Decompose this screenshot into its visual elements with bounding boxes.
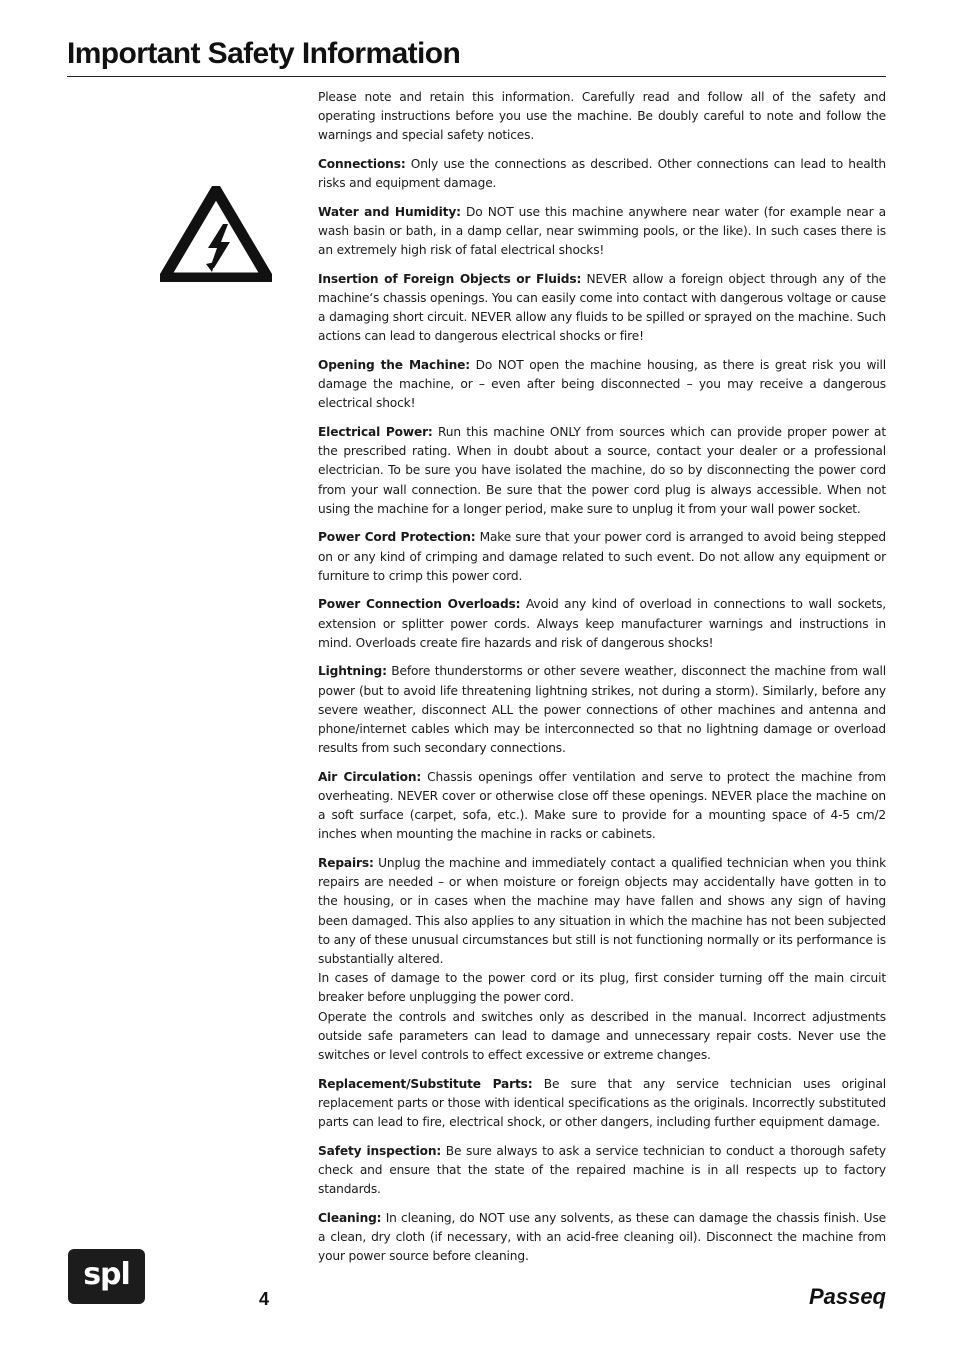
safety-section: [318, 854, 886, 1065]
section-heading: Replacement/Substitute Parts:: [318, 1076, 533, 1091]
section-heading: Power Connection Overloads:: [318, 597, 521, 612]
section-text: Be sure that any service technician uses original replacement parts or those with identical specifications as the originals. Incorrectly substituted parts can lead to fire, electrical shock, or other dangers, including further equipment damage.: [318, 1076, 887, 1130]
section-heading: Cleaning:: [318, 1210, 382, 1225]
safety-section: [318, 88, 886, 146]
title-divider: [67, 76, 886, 77]
section-heading: Electrical Power:: [318, 425, 433, 439]
section-paragraph: [318, 528, 886, 586]
section-text: Chassis openings offer ventilation and serve to protect the machine from overheating. NEVER cover or otherwise close off these openings. NEVER place the machine on a soft surface (carpet, sofa, etc.). Make sure to provide for a mounting space of 4-5 cm/2 inches when mounting the machine in racks or cabinets.: [318, 769, 887, 842]
section-text: Make sure that your power cord is arranged to avoid being stepped on or any kind of crimping and damage related to such event. Do not allow any equipment or furniture to crimp this power cord.: [318, 530, 886, 583]
section-text: Unplug the machine and immediately contact a qualified technician when you think repairs are needed – or when moisture or foreign objects may accidentally have gotten in to the housing, or in cases when the machine may have fallen and shows any sign of having been damaged. This also applies to any situation in which the machine has not been subjected to any of these unusual circumstances but still is not functioning normally or its performance is substantially altered.: [318, 856, 886, 967]
section-text: In cleaning, do NOT use any solvents, as these can damage the chassis finish. Use a clean, dry cloth (if necessary, with an acid-free cleaning oil). Disconnect the machine from your power source before cleaning.: [318, 1210, 887, 1264]
section-text: Avoid any kind of overload in connections to wall sockets, extension or splitter power cords. Always keep manufacturer warnings and instructions in mind. Overloads create fire hazards and risk of dangerous shocks!: [318, 597, 886, 650]
section-heading: Repairs:: [318, 856, 374, 871]
section-heading: Insertion of Foreign Objects or Fluids:: [318, 271, 582, 286]
safety-section: [318, 1075, 886, 1133]
safety-section: [318, 662, 886, 758]
section-text: Run this machine ONLY from sources which can provide proper power at the prescribed rating. When in doubt about a source, contact your dealer or a professional electrician. To be sure you have isolated the machine, do so by disconnecting the power cord from your wall connection. Be sure that the power cord plug is always accessible. When not using the machine for a longer period, make sure to unplug it from your wall power socket.: [318, 425, 886, 516]
safety-section: [318, 1209, 886, 1267]
safety-section: [318, 1142, 886, 1200]
section-paragraph: [318, 595, 886, 653]
safety-section: [318, 423, 886, 519]
section-text: Only use the connections as described. Other connections can lead to health risks and equipment damage.: [318, 157, 886, 191]
page-title: Important Safety Information: [67, 37, 461, 70]
section-heading: Opening the Machine:: [318, 358, 470, 372]
section-heading: Air Circulation:: [318, 769, 422, 784]
section-text: In cases of damage to the power cord or its plug, first consider turning off the main circuit breaker before unplugging the power cord.: [318, 971, 886, 1005]
section-text: Be sure always to ask a service technician to conduct a thorough safety check and ensure that the state of the repaired machine is in all respects up to factory standards.: [318, 1143, 886, 1197]
section-text: Operate the controls and switches only as described in the manual. Incorrect adjustments outside safe parameters can lead to damage and unnecessary repair costs. Never use the switches or level controls to effect excessive or extreme changes.: [318, 1009, 886, 1063]
safety-section: [318, 270, 886, 347]
section-heading: Connections:: [318, 157, 406, 171]
product-name: Passeq: [808, 1284, 886, 1309]
section-paragraph: [318, 1142, 886, 1200]
section-text: Do NOT open the machine housing, as there is great risk you will damage the machine, or – even after being disconnected – you may receive a dangerous electrical shock!: [318, 358, 886, 411]
logo-text: spl: [83, 1256, 130, 1292]
section-paragraph: [318, 155, 886, 193]
section-text: Do NOT use this machine anywhere near water (for example near a wash basin or bath, in a damp cellar, near swimming pools, or the like). In such cases there is an extremely high risk of fatal electrical shocks!: [318, 204, 886, 258]
section-paragraph: [318, 662, 886, 758]
section-paragraph: [318, 203, 886, 261]
safety-section: [318, 595, 886, 653]
spl-logo: [68, 1249, 145, 1304]
section-paragraph: [318, 969, 886, 1007]
safety-section: [318, 768, 886, 845]
section-text: Before thunderstorms or other severe weather, disconnect the machine from wall power (but to avoid life threatening lightning strikes, not during a storm). Similarly, before any severe weather, disconnect ALL the power connections of other machines and antenna and phone/internet cables which may be interconnected so that no lightning damage or overload results from such secondary connections.: [318, 664, 886, 756]
section-paragraph: [318, 356, 886, 414]
section-paragraph: [318, 88, 886, 146]
page-number: 4: [259, 1289, 270, 1309]
section-paragraph: [318, 423, 886, 519]
section-paragraph: [318, 768, 886, 845]
section-paragraph: [318, 1008, 886, 1066]
safety-instructions: [318, 88, 886, 1276]
section-paragraph: [318, 1209, 886, 1267]
safety-section: [318, 356, 886, 414]
section-text: NEVER allow a foreign object through any of the machine‘s chassis openings. You can easily come into contact with dangerous voltage or cause a damaging short circuit. NEVER allow any fluids to be spilled or sprayed on the machine. Such actions can lead to dangerous electrical shocks or fire!: [318, 271, 886, 344]
section-paragraph: [318, 1075, 886, 1133]
section-heading: Water and Humidity:: [318, 204, 461, 219]
section-heading: Lightning:: [318, 664, 387, 679]
safety-section: [318, 155, 886, 193]
safety-section: [318, 203, 886, 261]
safety-section: [318, 528, 886, 586]
section-heading: Power Cord Protection:: [318, 530, 476, 545]
section-heading: Safety inspection:: [318, 1143, 442, 1158]
section-text: Please note and retain this information. Carefully read and follow all of the safety and operating instructions before you use the machine. Be doubly careful to note and follow the warnings and special safety notices.: [318, 90, 886, 143]
electric-shock-warning-icon: [160, 186, 272, 282]
section-paragraph: [318, 270, 886, 347]
section-paragraph: [318, 854, 886, 969]
